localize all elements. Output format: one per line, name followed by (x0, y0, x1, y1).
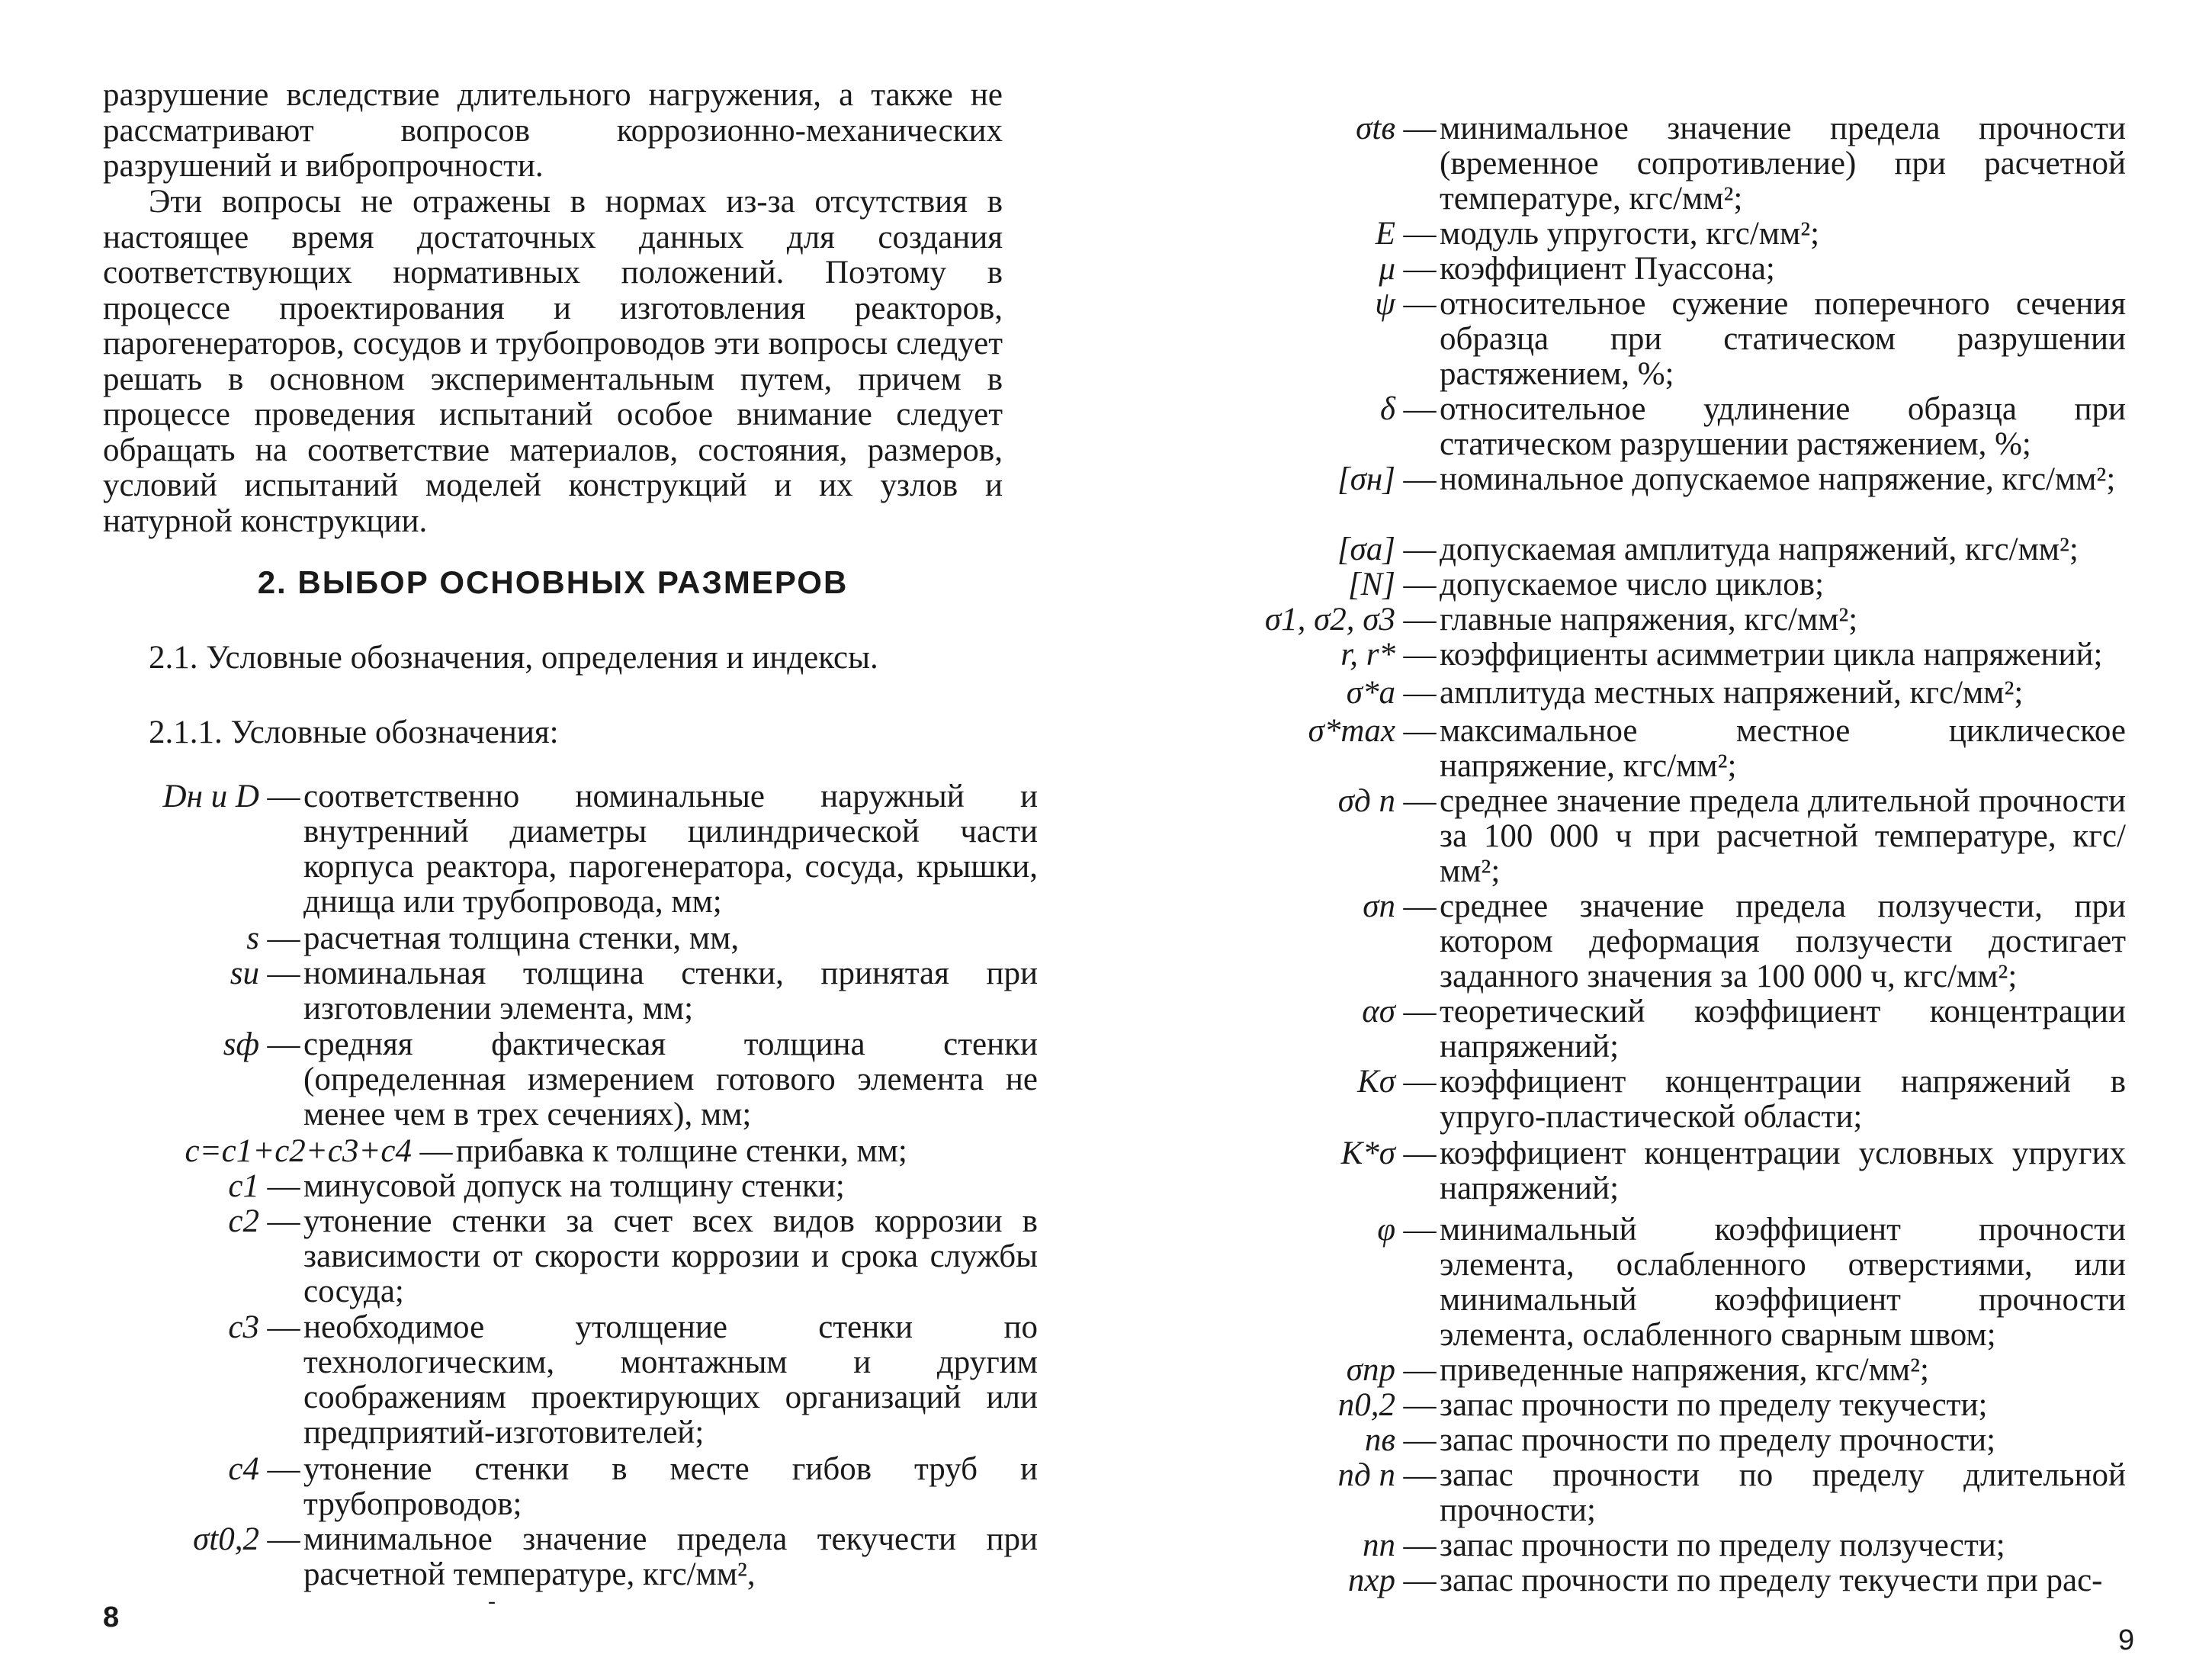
list-item: δ — относительное удлинение образца при статическом разрушении растяжением, %; (1228, 392, 2126, 462)
list-item: ασ — теоретический коэффициент концентрации напряжений; (1228, 994, 2126, 1065)
list-item: n0,2 — запас прочности по пределу текучести; (1228, 1388, 2126, 1423)
notation-definition: минусовой допуск на толщину стенки; (303, 1168, 845, 1204)
notation-term: Kσ (1357, 1064, 1395, 1100)
list-item: c4 — утонение стенки в месте гибов труб и трубопроводов; (99, 1452, 1038, 1522)
notation-definition: среднее значение предела ползучести, при котором деформация ползучести достигает заданного значения за 100 000 ч, кгс/мм²; (1440, 888, 2126, 994)
notation-definition: запас прочности по пределу ползучести; (1440, 1527, 2005, 1563)
list-item: sф — средняя фактическая толщина стенки (определенная измерением готового элемента не менее чем в трех сечениях), мм; (99, 1027, 1038, 1132)
list-item: K*σ — коэффициент концентрации условных упругих напряжений; (1228, 1136, 2126, 1206)
notation-definition: утонение стенки за счет всех видов коррозии в зависимости от скорости коррозии и срока службы сосуда; (303, 1203, 1038, 1309)
notation-term: ψ (1375, 286, 1395, 322)
notation-definition: относительное удлинение образца при статическом разрушении растяжением, %; (1440, 391, 2126, 462)
list-item: σ*а — амплитуда местных напряжений, кгс/мм²; (1228, 676, 2126, 711)
notation-term: K*σ (1340, 1135, 1395, 1171)
list-item: r, r* — коэффициенты асимметрии цикла напряжений; (1228, 638, 2126, 673)
notation-term: σпр (1346, 1352, 1395, 1388)
list-item: φ — минимальный коэффициент прочности элемента, ослабленного отверстиями, или минимальный коэффициент прочности элемента, ослабленного сварным швом; (1228, 1213, 2126, 1353)
notation-term: σ*max (1308, 713, 1395, 749)
notation-term: [N] (1347, 567, 1395, 602)
list-item: σ1, σ2, σ3 — главные напряжения, кгс/мм²; (1228, 602, 2126, 638)
notation-term: Dн и D (162, 779, 259, 814)
notation-term: c3 (228, 1309, 259, 1345)
notation-term: sф (223, 1026, 259, 1062)
notation-term: nд п (1337, 1457, 1395, 1493)
subheading-2-1-1: 2.1.1. Условные обозначения: (149, 715, 559, 750)
notation-definition: номинальное допускаемое напряжение, кгс/мм²; (1440, 461, 2116, 497)
list-item: σt0,2 — минимальное значение предела текучести при расчетной температуре, кгс/мм², (99, 1522, 1038, 1592)
notation-term: σп (1363, 888, 1395, 924)
notation-definition: расчетная толщина стенки, мм, (303, 920, 740, 956)
notation-term: nхр (1347, 1563, 1395, 1598)
notation-definition: запас прочности по пределу текучести; (1440, 1387, 1988, 1423)
list-item: Kσ — коэффициент концентрации напряжений в упруго-пластической области; (1228, 1065, 2126, 1135)
notation-term: c2 (228, 1203, 259, 1239)
notation-term: ασ (1362, 994, 1395, 1029)
notation-definition: минимальное значение предела прочности (временное сопротивление) при расчетной температуре, кгс/мм²; (1440, 111, 2126, 217)
list-item: c1 — минусовой допуск на толщину стенки; (99, 1169, 1038, 1204)
notation-term: n0,2 (1337, 1387, 1395, 1423)
notation-definition: допускаемое число циклов; (1440, 567, 1825, 602)
list-item: σ*max — максимальное местное циклическое напряжение, кгс/мм²; (1228, 714, 2126, 784)
list-item: μ — коэффициент Пуассона; (1228, 252, 2126, 287)
list-item: nд п — запас прочности по пределу длительной прочности; (1228, 1458, 2126, 1528)
list-item: σпр — приведенные напряжения, кгс/мм²; (1228, 1353, 2126, 1388)
notation-definition: главные напряжения, кгс/мм²; (1440, 602, 1858, 638)
notation-definition: максимальное местное циклическое напряжение, кгс/мм²; (1440, 713, 2126, 784)
paragraph-2: Эти вопросы не отражены в нормах из-за отсутствия в настоящее время достаточных данных для создания соответствующих нормативных положений. Поэтому в процессе проектирования и изготовления реакторов, парогенераторов, сосудов и трубопроводов эти вопросы следует решать в основном экспериментальным путем, причем в процессе проведения испытаний особое внимание следует обращать на соответствие материалов, состояния, размеров, условий испытаний моделей конструкций и их узлов и натурной конструкции. (103, 184, 1003, 539)
notation-definition: амплитуда местных напряжений, кгс/мм²; (1440, 675, 2024, 711)
notation-term: r, r* (1340, 637, 1395, 673)
list-item: nп — запас прочности по пределу ползучести; (1228, 1528, 2126, 1563)
notation-term: [σн] (1337, 461, 1395, 497)
notation-definition: необходимое утолщение стенки по технологическим, монтажным и другим соображениям проектирующих организаций или предприятий-изготовителей; (303, 1309, 1038, 1450)
list-item: E — модуль упругости, кгс/мм²; (1228, 217, 2126, 252)
notation-term: E (1375, 216, 1395, 252)
notation-term: nв (1364, 1422, 1395, 1458)
list-item: [σн] — номинальное допускаемое напряжение, кгс/мм²; (1228, 462, 2126, 497)
notation-term: φ (1377, 1212, 1395, 1248)
notation-term: c1 (228, 1168, 259, 1204)
list-item: c=c1+c2+c3+c4 — прибавка к толщине стенки, мм; (99, 1134, 1038, 1169)
notation-definition: минимальное значение предела текучести при расчетной температуре, кгс/мм², (303, 1521, 1038, 1592)
notation-definition: запас прочности по пределу прочности; (1440, 1422, 1996, 1458)
notation-term: σtв (1356, 111, 1395, 146)
notation-definition: приведенные напряжения, кгс/мм²; (1440, 1352, 1929, 1388)
subheading-2-1: 2.1. Условные обозначения, определения и индексы. (149, 640, 878, 676)
notation-term: s (246, 920, 259, 956)
section-heading: 2. ВЫБОР ОСНОВНЫХ РАЗМЕРОВ (257, 564, 849, 600)
notation-definition: среднее значение предела длительной прочности за 100 000 ч при расчетной температуре, кгс/мм²; (1440, 783, 2126, 889)
page-number-left: 8 (103, 1601, 120, 1633)
page-number-right: 9 (2118, 1624, 2135, 1656)
notation-term: nп (1363, 1527, 1395, 1563)
notation-term: μ (1379, 251, 1395, 287)
list-item: σtв — минимальное значение предела прочности (временное сопротивление) при расчетной температуре, кгс/мм²; (1228, 111, 2126, 217)
notation-term: c=c1+c2+c3+c4 (185, 1133, 412, 1169)
list-item: ψ — относительное сужение поперечного сечения образца при статическом разрушении растяжением, %; (1228, 287, 2126, 392)
list-item: c3 — необходимое утолщение стенки по технологическим, монтажным и другим соображениям проектирующих организаций или предприятий-изготовителей; (99, 1310, 1038, 1450)
notation-definition: средняя фактическая толщина стенки (определенная измерением готового элемента не менее чем в трех сечениях), мм; (303, 1026, 1038, 1132)
notation-term: [σа] (1337, 532, 1395, 567)
list-item: Dн и D — соответственно номинальные наружный и внутренний диаметры цилиндрической части корпуса реактора, парогенератора, сосуда, крышки, днища или трубопровода, мм; (99, 779, 1038, 920)
list-item: [σа] — допускаемая амплитуда напряжений, кгс/мм²; (1228, 532, 2126, 567)
bottom-mark: - (488, 1588, 496, 1614)
notation-definition: запас прочности по пределу длительной прочности; (1440, 1457, 2126, 1528)
notation-term: c4 (228, 1451, 259, 1487)
notation-definition: номинальная толщина стенки, принятая при изготовлении элемента, мм; (303, 956, 1038, 1026)
list-item: σп — среднее значение предела ползучести, при котором деформация ползучести достигает заданного значения за 100 000 ч, кгс/мм²; (1228, 889, 2126, 994)
list-item: nв — запас прочности по пределу прочности; (1228, 1423, 2126, 1458)
right-page (1106, 0, 2212, 1667)
notation-term: σt0,2 (193, 1521, 259, 1557)
notation-definition: коэффициенты асимметрии цикла напряжений; (1440, 637, 2103, 673)
list-item: c2 — утонение стенки за счет всех видов коррозии в зависимости от скорости коррозии и срока службы сосуда; (99, 1204, 1038, 1309)
notation-definition: соответственно номинальные наружный и внутренний диаметры цилиндрической части корпуса реактора, парогенератора, сосуда, крышки, днища или трубопровода, мм; (303, 779, 1038, 920)
notation-definition: запас прочности по пределу текучести при рас- (1440, 1563, 2103, 1598)
list-item: s — расчетная толщина стенки, мм, (99, 921, 1038, 956)
paragraph-1: разрушение вследствие длительного нагружения, а также не рассматривают вопросов коррозионно-механических разрушений и вибропрочности. (103, 77, 1003, 184)
notation-definition: коэффициент Пуассона; (1440, 251, 1775, 287)
notation-definition: коэффициент концентрации условных упругих напряжений; (1440, 1135, 2126, 1206)
notation-term: δ (1380, 391, 1395, 427)
notation-definition: прибавка к толщине стенки, мм; (456, 1133, 907, 1169)
notation-definition: теоретический коэффициент концентрации напряжений; (1440, 994, 2126, 1065)
list-item: nхр — запас прочности по пределу текучести при рас- (1228, 1563, 2126, 1598)
notation-definition: утонение стенки в месте гибов труб и трубопроводов; (303, 1451, 1038, 1522)
notation-definition: допускаемая амплитуда напряжений, кгс/мм²; (1440, 532, 2079, 567)
notation-term: σ*а (1346, 675, 1395, 711)
list-item: [N] — допускаемое число циклов; (1228, 567, 2126, 602)
notation-definition: минимальный коэффициент прочности элемента, ослабленного отверстиями, или минимальный коэффициент прочности элемента, ослабленного сварным швом; (1440, 1212, 2126, 1353)
notation-term: σд п (1337, 783, 1395, 819)
notation-term: σ1, σ2, σ3 (1264, 602, 1395, 638)
notation-term: sи (230, 956, 259, 991)
list-item: σд п — среднее значение предела длительной прочности за 100 000 ч при расчетной температуре, кгс/мм²; (1228, 784, 2126, 889)
notation-definition: модуль упругости, кгс/мм²; (1440, 216, 1820, 252)
notation-definition: относительное сужение поперечного сечения образца при статическом разрушении растяжением, %; (1440, 286, 2126, 392)
list-item: sи — номинальная толщина стенки, принятая при изготовлении элемента, мм; (99, 956, 1038, 1026)
notation-definition: коэффициент концентрации напряжений в упруго-пластической области; (1440, 1064, 2126, 1135)
